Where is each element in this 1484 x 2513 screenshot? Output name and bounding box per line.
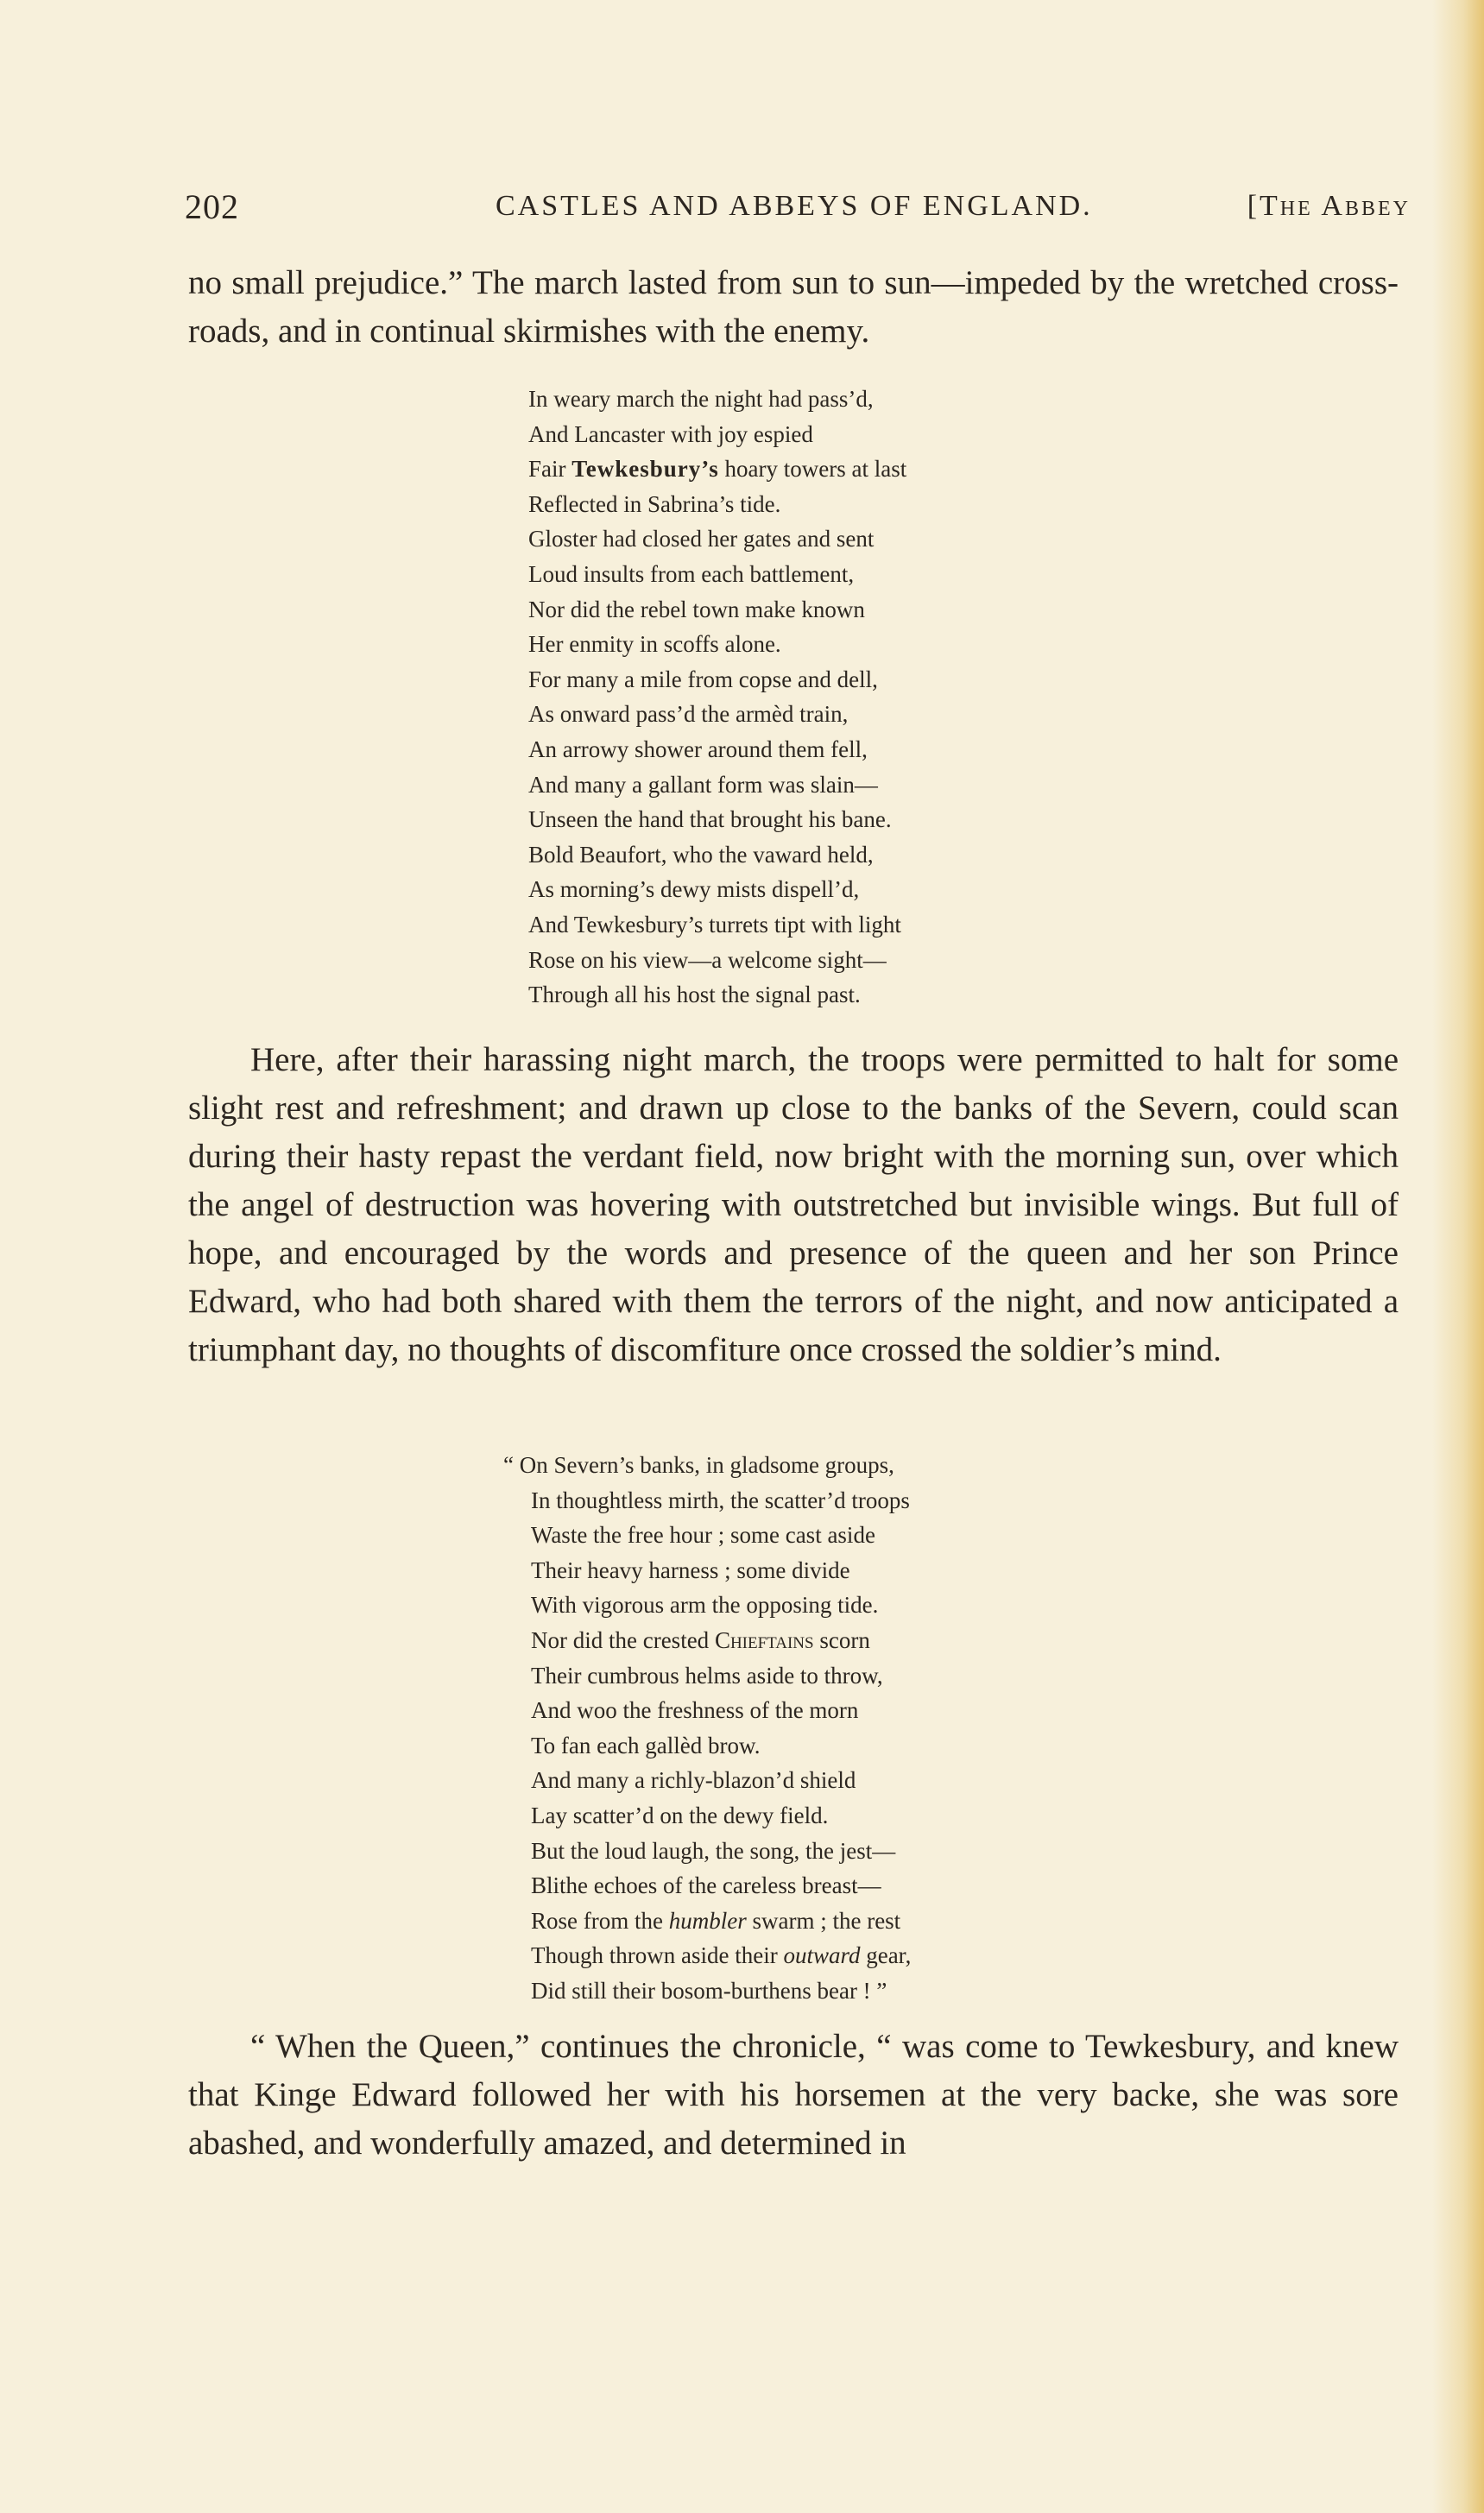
verse-line: Their heavy harness ; some divide [531, 1556, 850, 1583]
verse-text: Nor did the crested [531, 1626, 715, 1653]
verse-block-severn-banks [503, 1448, 1159, 2009]
blackletter-word: Tewkesbury’s [571, 456, 719, 483]
verse-block-night-march [528, 382, 1150, 1013]
paragraph-chronicle: “ When the Queen,” continues the chronicle, “ was come to Tewkesbury, and knew that Kinge Edward followed her with his horsemen at the very backe, she was sore abashed, and wonderfully amazed, and determined in [188, 2028, 1399, 2162]
verse-text: hoary towers at last [718, 456, 907, 483]
verse-line: Lay scatter’d on the dewy field. [531, 1802, 829, 1828]
verse-line: In thoughtless mirth, the scatter’d troops [531, 1487, 910, 1513]
verse-line: As onward pass’d the armèd train, [528, 701, 849, 728]
verse-text: Rose from the [531, 1907, 669, 1934]
verse-line: Reflected in Sabrina’s tide. [528, 490, 781, 517]
verse-line [528, 451, 1150, 487]
italic-word: humbler [668, 1907, 747, 1934]
verse-line [503, 1623, 1159, 1658]
verse-line: And many a gallant form was slain— [528, 771, 878, 798]
verse-text: Fair [528, 456, 572, 483]
verse-line: Blithe echoes of the careless breast— [531, 1872, 881, 1899]
verse-line: To fan each gallèd brow. [531, 1732, 761, 1758]
verse-line: With vigorous arm the opposing tide. [531, 1592, 879, 1619]
verse-line: Her enmity in scoffs alone. [528, 631, 781, 658]
verse-line: Did still their bosom-burthens bear ! ” [531, 1977, 887, 2004]
verse-line: For many a mile from copse and dell, [528, 666, 878, 692]
verse-line: And woo the freshness of the morn [531, 1697, 859, 1724]
verse-line: In weary march the night had pass’d, [528, 386, 874, 412]
verse-line: Waste the free hour ; some cast aside [531, 1522, 875, 1549]
verse-line: Unseen the hand that brought his bane. [528, 806, 892, 833]
verse-line: And many a richly-blazon’d shield [531, 1767, 856, 1794]
verse-text: Though thrown aside their [531, 1942, 784, 1969]
paragraph-halt: Here, after their harassing night march, the troops were permitted to halt for some slight rest and refreshment; and drawn up close to the banks of the Severn, could scan during their hasty repast the verdant field, now bright with the morning sun, over which the angel of destruction was hovering with outstretched but invisible wings. But full of hope, and encouraged by the words and presence of the queen and her son Prince Edward, who had both shared with them the terrors of the night, and now anticipated a triumphant day, no thoughts of discomfiture once crossed the soldier’s mind. [188, 1041, 1399, 1368]
section-tag: [The Abbey [1247, 190, 1411, 222]
page-edge-shading [1432, 0, 1484, 2513]
verse-line: As morning’s dewy mists dispell’d, [528, 876, 860, 903]
verse-text: swarm ; the rest [746, 1907, 901, 1934]
verse-line: Gloster had closed her gates and sent [528, 526, 875, 552]
verse-line: Nor did the rebel town make known [528, 596, 865, 622]
verse-line [503, 1904, 1159, 1939]
verse-text: gear, [860, 1942, 912, 1969]
verse-line [503, 1938, 1159, 1973]
running-header [185, 180, 1411, 226]
verse-line: But the loud laugh, the song, the jest— [531, 1837, 896, 1864]
italic-word: outward [783, 1942, 861, 1969]
verse-line: Bold Beaufort, who the vaward held, [528, 841, 874, 868]
verse-line: Through all his host the signal past. [528, 982, 861, 1008]
verse-line: Their cumbrous helms aside to throw, [531, 1662, 883, 1689]
verse-line: And Lancaster with joy espied [528, 420, 813, 447]
verse-line: And Tewkesbury’s turrets tipt with light [528, 911, 901, 938]
verse-line: Rose on his view—a welcome sight— [528, 946, 887, 973]
paragraph-march: no small prejudice.” The march lasted from sun to sun—impeded by the wretched cross-roads, and in continual skirmishes with the enemy. [188, 264, 1399, 350]
verse-line: An arrowy shower around them fell, [528, 736, 868, 762]
verse-text: scorn [813, 1626, 870, 1653]
verse-line: Loud insults from each battlement, [528, 560, 855, 587]
verse-line: “ On Severn’s banks, in gladsome groups, [503, 1452, 894, 1478]
running-title: CASTLES AND ABBEYS OF ENGLAND. [496, 190, 1093, 222]
small-caps-word: Chieftains [714, 1626, 814, 1653]
page-number: 202 [185, 187, 239, 226]
